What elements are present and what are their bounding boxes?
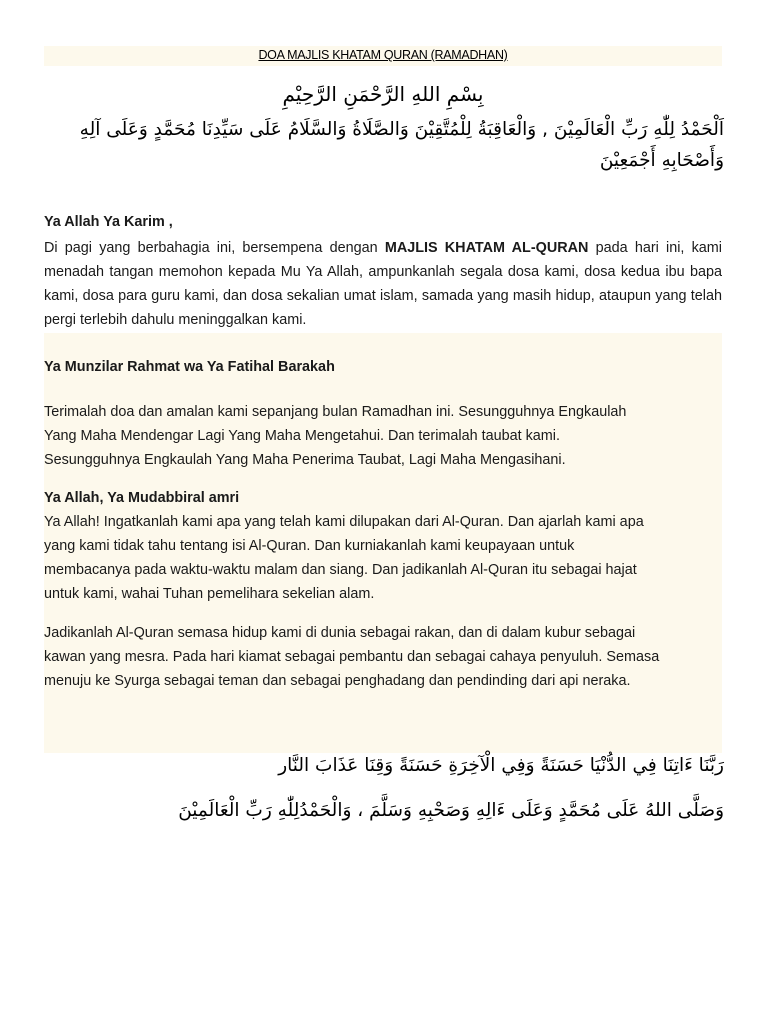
section1-paragraph <box>44 236 722 332</box>
bismillah-text: بِسْمِ اللهِ الرَّحْمَنِ الرَّحِيْمِ <box>282 82 484 106</box>
section2-line: Sesungguhnya Engkaulah Yang Maha Penerima Taubat, Lagi Maha Mengasihani. <box>44 452 566 468</box>
section4-line: menuju ke Syurga sebagai teman dan sebagai penghadang dan pendinding dari api neraka. <box>44 673 631 689</box>
section2-line: Yang Maha Mendengar Lagi Yang Maha Mengetahui. Dan terimalah taubat kami. <box>44 428 560 444</box>
section3-line: Ya Allah! Ingatkanlah kami apa yang telah kami dilupakan dari Al-Quran. Dan ajarlah kami apa <box>44 514 644 530</box>
opening-arabic-prayer: اَلْحَمْدُ لِلّٰهِ رَبِّ الْعَالَمِيْنَ , وَالْعَاقِبَةُ لِلْمُتَّقِيْنَ وَالصَّلَاةُ وَالسَّلَامُ عَلَى سَيِّدِنَا مُحَمَّدٍ وَعَلَى آلِهِ وَأَصْحَابِهِ أَجْمَعِيْنَ <box>79 119 724 171</box>
section3-line: untuk kami, wahai Tuhan pemelihara sekelian alam. <box>44 586 375 602</box>
section3-line: yang kami tidak tahu tentang isi Al-Quran. Dan kurniakanlah kami keupayaan untuk <box>44 538 575 554</box>
section4-paragraph <box>44 621 722 693</box>
closing-doa-arabic: رَبَّنَا ءَاتِنَا فِي الدُّنْيَا حَسَنَةً وَفِي الْآخِرَةِ حَسَنَةً وَقِنَا عَذَابَ النَّار <box>278 755 724 776</box>
section3-line: membacanya pada waktu-waktu malam dan siang. Dan jadikanlah Al-Quran itu sebagai hajat <box>44 562 637 578</box>
section2-paragraph <box>44 400 722 472</box>
section1-intro: Di pagi yang berbahagia ini, bersempena dengan <box>44 240 378 256</box>
section1-heading: Ya Allah Ya Karim , <box>44 214 173 230</box>
document-title: DOA MAJLIS KHATAM QURAN (RAMADHAN) <box>258 48 508 62</box>
section4-line: kawan yang mesra. Pada hari kiamat sebagai pembantu dan sebagai cahaya penyuluh. Semasa <box>44 649 660 665</box>
section2-heading: Ya Munzilar Rahmat wa Ya Fatihal Barakah <box>44 359 335 375</box>
section3-heading: Ya Allah, Ya Mudabbiral amri <box>44 490 240 506</box>
section4-line: Jadikanlah Al-Quran semasa hidup kami di dunia sebagai rakan, dan di dalam kubur sebagai <box>44 625 636 641</box>
section1-rest: pada hari ini, kami menadah tangan memohon kepada Mu Ya Allah, ampunkanlah segala dosa kami, dosa kedua ibu bapa kami, dosa para guru kami, dan dosa sekalian umat islam, samada yang masih hidup, ataupun yang telah pergi terlebih dahulu meninggalkan kami. <box>44 240 722 328</box>
section1-highlight: MAJLIS KHATAM AL-QURAN <box>384 240 589 256</box>
closing-salawat-arabic: وَصَلَّى اللهُ عَلَى مُحَمَّدٍ وَعَلَى ءَالِهِ وَصَحْبِهِ وَسَلَّمَ ، وَالْحَمْدُلِلّٰهِ رَبِّ الْعَالَمِيْنَ <box>178 800 724 821</box>
section2-line: Terimalah doa dan amalan kami sepanjang bulan Ramadhan ini. Sesungguhnya Engkaulah <box>44 404 627 420</box>
section3-paragraph <box>44 510 722 606</box>
